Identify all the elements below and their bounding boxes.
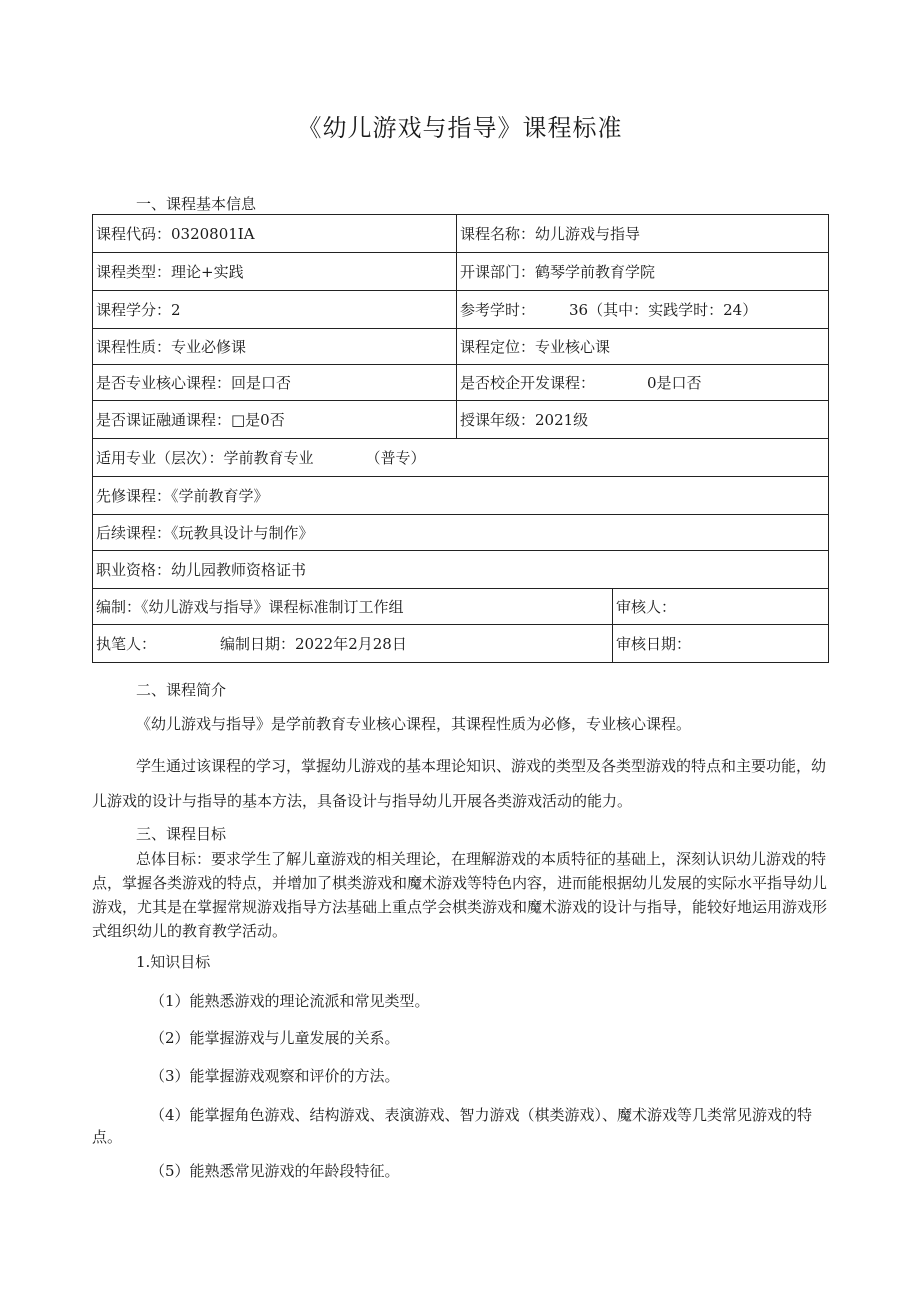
school-enterprise-label: 是否校企开发课程： (460, 374, 596, 392)
section-heading-basic-info: 一、课程基本信息 (136, 195, 257, 213)
list-item: （4）能掌握角色游戏、结构游戏、表演游戏、智力游戏（棋类游戏）、魔术游戏等几类常见游戏的特点。 (92, 1106, 813, 1146)
core-course-cell: 是否专业核心课程：回是口否 (93, 365, 457, 401)
course-name-cell: 课程名称：幼儿游戏与指导 (457, 215, 829, 253)
major-label: 适用专业（层次）：学前教育专业 (96, 449, 314, 467)
cert-integration-cell: 是否课证融通课程：□是0否 (93, 401, 457, 439)
course-code-cell: 课程代码：0320801IA (93, 215, 457, 253)
overall-goal-paragraph: 总体目标：要求学生了解儿童游戏的相关理论，在理解游戏的本质特征的基础上，深刻认识幼儿游戏的特点，掌握各类游戏的特点，并增加了棋类游戏和魔术游戏等特色内容，进而能根据幼儿发展的实际水平指导幼儿游戏，尤其是在掌握常规游戏指导方法基础上重点学会棋类游戏和魔术游戏的设计与指导，能较好地运用游戏形式组织幼儿的教育教学活动。 (92, 850, 828, 940)
reviewer-cell: 审核人： (613, 589, 829, 625)
list-item: （3）能掌握游戏观察和评价的方法。 (150, 1067, 400, 1085)
course-info-table (92, 214, 829, 663)
major-level: （普专） (365, 449, 426, 467)
course-type-cell: 课程类型：理论+实践 (93, 253, 457, 291)
hours-label: 参考学时： (460, 301, 536, 319)
table-row (93, 215, 829, 253)
list-item: （2）能掌握游戏与儿童发展的关系。 (150, 1029, 400, 1047)
intro-paragraph-2: 学生通过该课程的学习，掌握幼儿游戏的基本理论知识、游戏的类型及各类型游戏的特点和主要功能，幼儿游戏的设计与指导的基本方法，具备设计与指导幼儿开展各类游戏活动的能力。 (92, 757, 827, 810)
school-enterprise-value: 0是口否 (647, 374, 702, 392)
school-enterprise-cell (457, 365, 829, 401)
table-row (93, 439, 829, 477)
compile-date: 编制日期：2022年2月28日 (220, 635, 407, 653)
section-heading-goals: 三、课程目标 (136, 825, 227, 843)
table-row (93, 625, 829, 663)
knowledge-goal-heading: 1.知识目标 (136, 953, 211, 971)
table-row (93, 551, 829, 589)
qualification-cell: 职业资格：幼儿园教师资格证书 (93, 551, 829, 589)
hours-cell (457, 291, 829, 329)
page-title: 《幼儿游戏与指导》课程标准 (297, 114, 623, 142)
follow-up-cell: 后续课程：《玩教具设计与制作》 (93, 515, 829, 551)
department-cell: 开课部门：鹤琴学前教育学院 (457, 253, 829, 291)
grade-cell: 授课年级：2021级 (457, 401, 829, 439)
hours-value: 36（其中：实践学时：24） (569, 301, 758, 319)
compiled-by-cell: 编制：《幼儿游戏与指导》课程标准制订工作组 (93, 589, 613, 625)
table-row (93, 477, 829, 515)
course-nature-cell: 课程性质：专业必修课 (93, 329, 457, 365)
credits-cell: 课程学分：2 (93, 291, 457, 329)
intro-paragraph-1: 《幼儿游戏与指导》是学前教育专业核心课程，其课程性质为必修，专业核心课程。 (136, 715, 692, 733)
writer-label: 执笔人： (96, 635, 157, 653)
major-cell (93, 439, 829, 477)
table-row (93, 401, 829, 439)
table-row (93, 291, 829, 329)
list-item: （5）能熟悉常见游戏的年龄段特征。 (150, 1162, 400, 1180)
table-row (93, 329, 829, 365)
table-row (93, 253, 829, 291)
section-heading-intro: 二、课程简介 (136, 681, 227, 699)
table-row (93, 515, 829, 551)
course-position-cell: 课程定位：专业核心课 (457, 329, 829, 365)
writer-date-cell (93, 625, 613, 663)
table-row (93, 365, 829, 401)
review-date-cell: 审核日期： (613, 625, 829, 663)
table-row (93, 589, 829, 625)
list-item: （1）能熟悉游戏的理论流派和常见类型。 (150, 992, 430, 1010)
prerequisite-cell: 先修课程：《学前教育学》 (93, 477, 829, 515)
